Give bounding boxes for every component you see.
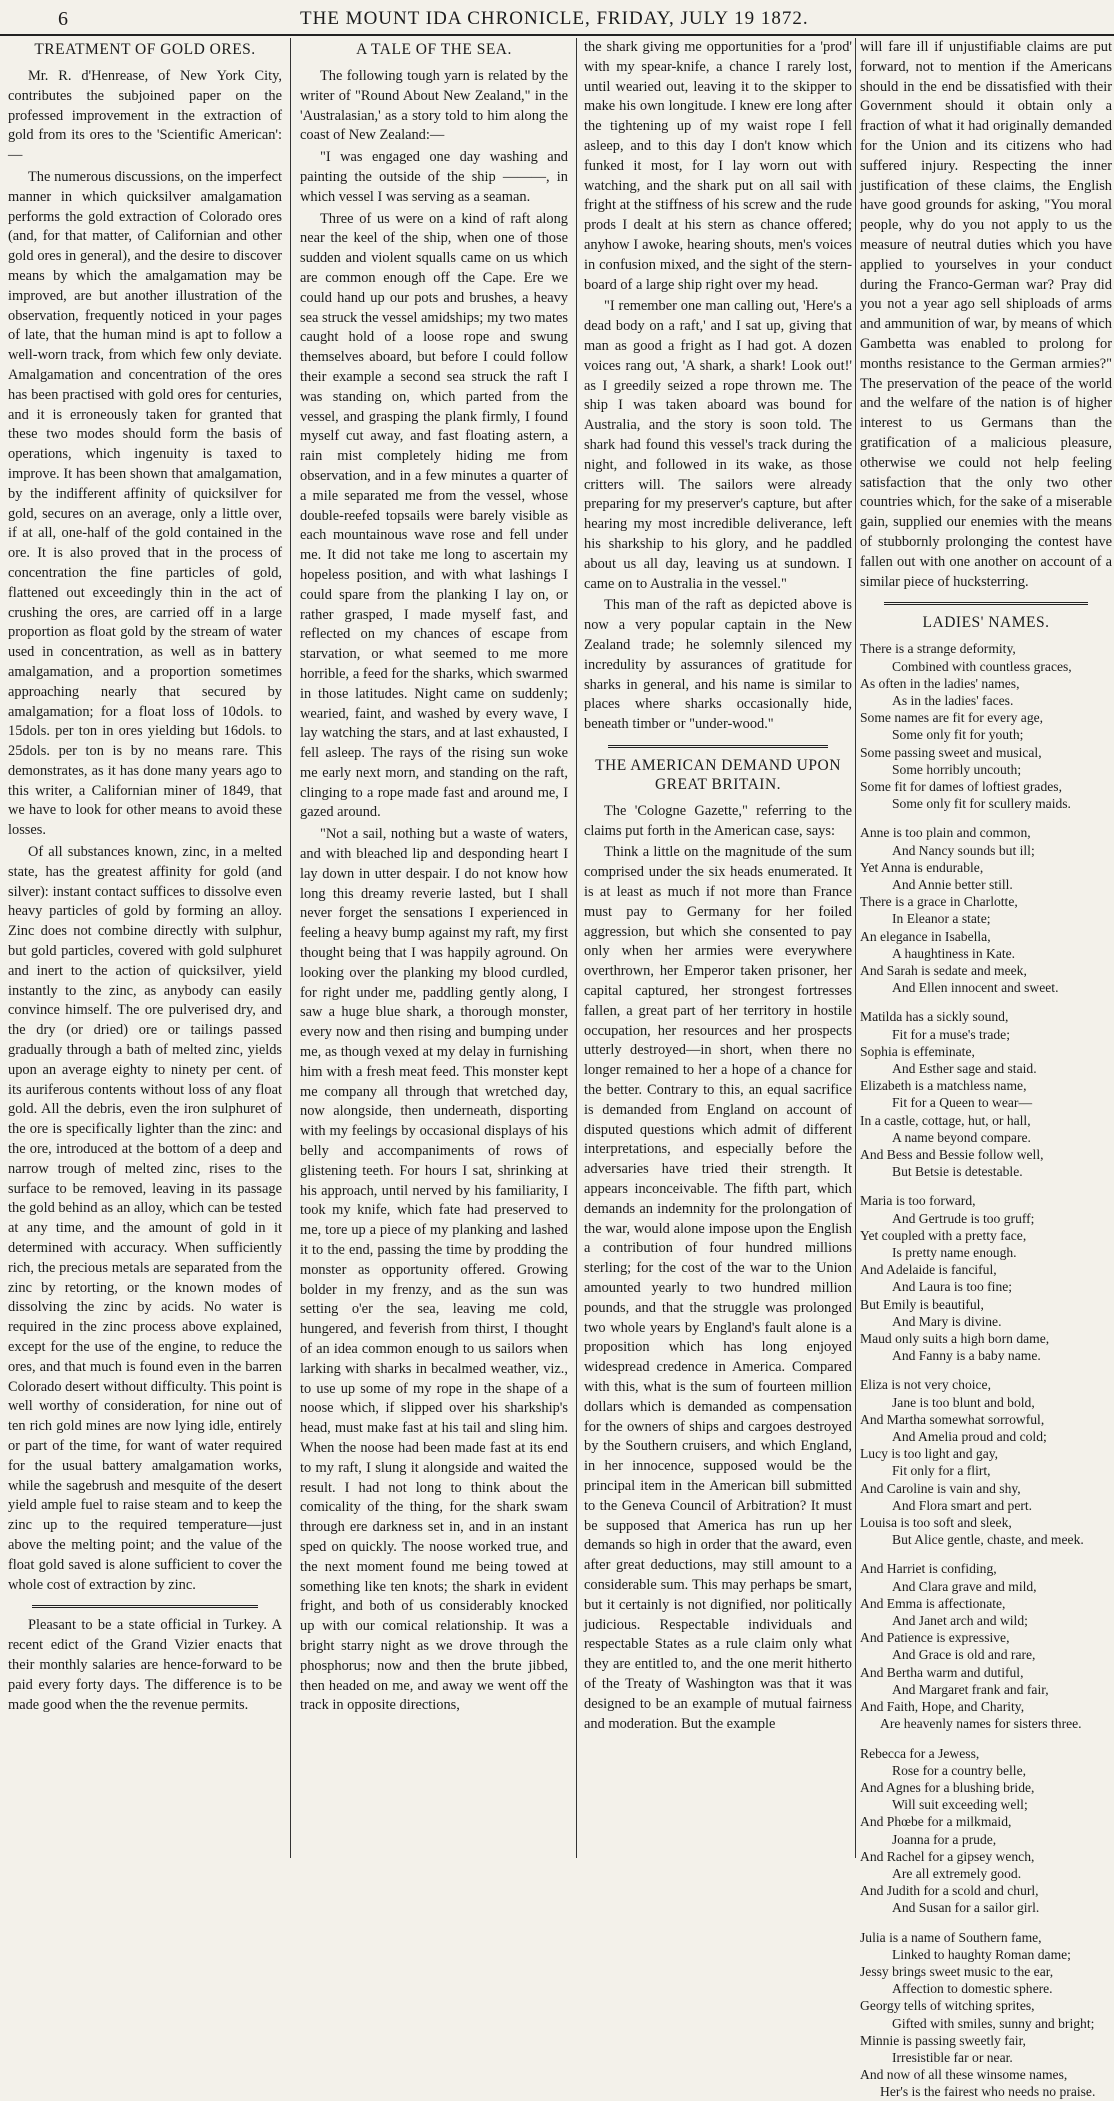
poem-line: Are all extremely good. (892, 1865, 1022, 1881)
poem-stanza (860, 1192, 1112, 1364)
column-1 (8, 38, 282, 1858)
poem-line: Joanna for a prude, (892, 1831, 997, 1847)
poem-line: Rebecca for a Jewess, (860, 1745, 980, 1761)
article-paragraph: The 'Cologne Gazette," referring to the claims put forth in the American case, says: (584, 802, 852, 839)
poem-line: And Sarah is sedate and meek, (860, 962, 1027, 978)
poem-line: Some only fit for scullery maids. (892, 796, 1071, 812)
article-paragraph: Three of us were on a kind of raft along near the keel of the ship, when one of those sudden and violent squalls came on us which are common enough off the Cape. Ere we could hand up our pots and brushes, a heavy sea struck the vessel amidships; my two mates caught hold of a loose rope and swung themselves aboard, but before I could follow their example a second sea struck the raft I was standing on, which parted from the vessel, and grasping the plank firmly, I found myself cut away, and fast floating astern, a rain mist completely hiding me from observation, and in a few minutes a quarter of a mile separated me from the vessel, whose double-reefed topsails were barely visible as each mountainous wave rose and fell under me. It did not take me long to ascertain my hopeless position, and with what lashings I could spare from the planking I lay on, or rather grasped, I made myself fast, and reflected on my chances of escape from starvation, or what seemed to me more horrible, a feed for the sharks, which swarmed in those latitudes. Night came on suddenly; wearied, faint, and washed by every wave, I lay watching the stars, and at last exhausted, I fell asleep. The rays of the rising sun woke me early next morn, and standing on the raft, clinging to a rope made fast and around me, I gazed around. (300, 210, 568, 821)
column-2 (300, 38, 568, 1858)
article-separator (608, 745, 828, 748)
poem-line: And Flora smart and pert. (892, 1497, 1033, 1513)
poem-line: And Janet arch and wild; (892, 1613, 1028, 1629)
poem-line: Matilda has a sickly sound, (860, 1009, 1009, 1025)
article-separator (884, 602, 1088, 605)
poem-line: And Faith, Hope, and Charity, (860, 1699, 1025, 1715)
article-separator (32, 1605, 258, 1608)
poem-line: Gifted with smiles, sunny and bright; (892, 2015, 1095, 2031)
article-paragraph: Of all substances known, zinc, in a melted state, has the greatest affinity for gold (and silver): instant contact suffices to dissolve even heavy particles of gold by forming an alloy. Zinc does not combine directly with sulphur, but gold particles, covered with gold sulphuret and inert to the action of quicksilver, yield instantly to the zinc, as anybody can easily convince himself. The ore pulverised dry, and the dry (or dried) ore or tailings passed gradually through a bath of melted zinc, yields upon an average eighty to ninety per cent. of its auriferous contents without loss of any float gold. All the debris, even the iron sulphuret of the ore is specifically lighter than the zinc: and the ore, introduced at the bottom of a deep and narrow trough of melted zinc, rises to the surface to be removed, leaving in its passage the gold behind as an alloy, which can be tested at any time, and the amount of gold in it determined with accuracy. When sufficiently rich, the precious metals are separated from the zinc by retorting, or the known modes of dissolving the zinc by acids. No water is required in the zinc process above explained, except for the use of the engine, to reduce the ores, and that much is found even in the barren Colorado desert without difficulty. This point is well worthy of consideration, for nine out of ten rich gold mines are now lying idle, entirely or part of the time, for want of water required for the usual battery amalgamation works, while the sagebrush and mesquite of the desert yield ample fuel to raise steam and to keep the zinc up to the required temperature—just above the melting point; and the value of the float gold saved is alone sufficient to cover the whole cost of extraction by zinc. (8, 844, 283, 1593)
poem-line: And Caroline is vain and shy, (860, 1480, 1021, 1496)
poem-line: Fit for a muse's trade; (892, 1026, 1010, 1042)
poem-line: A name beyond compare. (892, 1129, 1031, 1145)
poem-line: And Phœbe for a milkmaid, (860, 1814, 1012, 1830)
poem-line: And Rachel for a gipsey wench, (860, 1848, 1035, 1864)
article-paragraph: "I remember one man calling out, 'Here's a dead body on a raft,' and I sat up, giving that man as good a fright as I had got. A dozen voices rang out, 'A shark, a shark! Look out!' as I greedily seized a rope thrown me. The ship I was taken aboard was bound for Australia, and the story is soon told. The shark had found this vessel's track during the night, and followed in its wake, as those critters will. The sailors were already preparing for my preserver's capture, but after hearing my most incredible deliverance, left his sharkship to his glory, and he paddled about us all day, leaving us at sundown. I came on to Australia in the vessel." (584, 298, 852, 592)
poem-line: Lucy is too light and gay, (860, 1446, 999, 1462)
poem-line: Jessy brings sweet music to the ear, (860, 1963, 1054, 1979)
poem-line: And Judith for a scold and churl, (860, 1883, 1039, 1899)
poem-title: LADIES' NAMES. (922, 614, 1050, 632)
poem-line: Are heavenly names for sisters three. (880, 1716, 1082, 1732)
poem-stanza (860, 1560, 1112, 1732)
article-paragraph: the shark giving me opportunities for a 'prod' with my spear-knife, a chance I rarely lost, until wearied out, leaving it to the skipper to make his own longitude. I knew ere long after the tightening up of my waist rope I fell asleep, and to this day I don't know which funked it most, for I lay worn out with watching, and the shark put on all sail with fright at the stiffness of his screw and the rude prods I dealt at his stern as chance offered; anyhow I awoke, hearing shouts, men's voices in confusion mixed, and the sight of the stern-board of a large ship right over my head. (584, 39, 852, 293)
poem-stanza (860, 1008, 1112, 1180)
poem-line: Some horribly uncouth; (892, 761, 1022, 777)
poem-line: And Gertrude is too gruff; (892, 1210, 1035, 1226)
poem-line: Some passing sweet and musical, (860, 744, 1042, 760)
column-rule (290, 38, 291, 1858)
poem-line: Maria is too forward, (860, 1193, 976, 1209)
poem-line: And Emma is affectionate, (860, 1595, 1006, 1611)
poem-line: Georgy tells of witching sprites, (860, 1998, 1035, 2014)
poem-line: There is a strange deformity, (860, 641, 1016, 657)
poem-line: But Alice gentle, chaste, and meek. (892, 1532, 1084, 1548)
poem-line: And Bess and Bessie follow well, (860, 1147, 1044, 1162)
poem-line: And Ellen innocent and sweet. (892, 980, 1059, 996)
column-3 (584, 38, 852, 1858)
poem-line: Is pretty name enough. (892, 1245, 1017, 1261)
poem-line: And Harriet is confiding, (860, 1561, 997, 1577)
poem-line: Maud only suits a high born dame, (860, 1331, 1050, 1347)
brief-paragraph-turkey: Pleasant to be a state official in Turkey. A recent edict of the Grand Vizier enacts that their monthly salaries are hence-forward to be paid every forty days. The difference is to be made good when the the revenue permits. (8, 1617, 282, 1713)
poem-line: In Eleanor a state; (892, 911, 991, 927)
poem-line: Sophia is effeminate, (860, 1043, 975, 1059)
poem-line: And Esther sage and staid. (892, 1060, 1037, 1076)
poem-stanza (860, 1376, 1112, 1548)
poem-line: And Amelia proud and cold; (892, 1429, 1047, 1445)
poem-line: Will suit exceeding well; (892, 1797, 1028, 1813)
poem-line: And Annie better still. (892, 876, 1013, 892)
poem-line: And Adelaide is fanciful, (860, 1262, 997, 1278)
poem-stanza (860, 640, 1112, 812)
poem-line: Fit only for a flirt, (892, 1463, 991, 1479)
article-paragraph: will fare ill if unjustifiable claims are put forward, not to mention if the Americans should in the end be dissatisfied with their Government should it obtain only a fraction of what it had originally demanded for the Union and its citizens who had suffered injury. Respecting the inner justification of these claims, the English have good grounds for asking, "You moral people, why do you not apply to us the measure of neutral duties which you have applied to yourselves in your conduct during the Franco-German war? Pray did you not a year ago sell shiploads of arms and ammunition of war, by means of which Gambetta was enabled to prolong for months resistance to the German armies?" The preservation of the peace of the world and the welfare of the nation is of higher interest to us Germans than the gratification of a malicious pleasure, otherwise we could not help feeling satisfaction that the only two other countries which, for the sake of a miserable gain, supplied our enemies with the means of stubbornly prolonging the contest have fallen out with one another on account of a similar piece of hucksterring. (860, 39, 1112, 590)
poem-line: Yet coupled with a pretty face, (860, 1227, 1027, 1243)
poem-line: And Fanny is a baby name. (892, 1348, 1041, 1364)
poem-line: Rose for a country belle, (892, 1762, 1027, 1778)
poem-line: Combined with countless graces, (892, 658, 1072, 674)
poem-line: And Nancy sounds but ill; (892, 842, 1035, 858)
poem-line: An elegance in Isabella, (860, 928, 991, 944)
article-paragraph: The following tough yarn is related by the writer of "Round About New Zealand," in the 'Australasian,' as a story told to him along the coast of New Zealand:— (300, 68, 568, 144)
poem-line: Irresistible far or near. (892, 2049, 1013, 2065)
poem-line: Louisa is too soft and sleek, (860, 1515, 1012, 1531)
poem-line: And now of all these winsome names, (860, 2067, 1068, 2083)
poem-line: And Susan for a sailor girl. (892, 1900, 1040, 1916)
article-paragraph: "I was engaged one day washing and painting the outside of the ship ———, in which vessel I was serving as a seaman. (300, 149, 568, 205)
poem-line: As in the ladies' faces. (892, 692, 1014, 708)
article-paragraph: Think a little on the magnitude of the sum comprised under the six heads enumerated. It is at least as much if not more than France must pay to Germany for her foiled aggression, but which she consented to pay only when her armies were everywhere overthrown, her Emperor taken prisoner, her capital captured, her strongest fortresses fallen, a great part of her territory in hostile occupation, her resources and her prospects utterly destroyed—in short, when there no longer remained to her a hope of a chance for the better. Contrary to this, an equal sacrifice is demanded from England on account of disputed questions which admit of different interpretations, and especially before the adversaries have tried their strength. It appears inconceivable. The fifth part, which demands an indemnity for the prolongation of the war, would alone impose upon the English a contribution of four hundred millions sterling; for the cost of the war to the Union amounted yearly to two hundred million pounds, and that the struggle was prolonged two whole years by England's fault alone is a proposition which has long enjoyed widespread credence in America. Compared with this, what is the sum of fourteen million dollars which is demanded as compensation for the owners of ships and cargoes destroyed by the Southern cruisers, and which England, in her innocence, supposed would be the principal item in the American bill submitted to the Geneva Council of Arbitration? It must be supposed that America has run up her demands so high in order that the award, even after great deductions, may still amount to a considerable sum. This may perhaps be smart, but it certainly is not dignified, nor politically judicious. Respectable individuals and respectable States as a rule claim only what they are entitled to, and the one merit hitherto of the Treaty of Washington was that it was designed to be an example of mutual fairness and moderation. But the example (584, 844, 852, 1732)
poem-line: And Margaret frank and fair, (892, 1681, 1049, 1697)
article-heading-tale-of-sea: A TALE OF THE SEA. (356, 41, 512, 58)
poem-stanza (860, 1929, 1112, 2101)
poem-line: And Clara grave and mild, (892, 1578, 1037, 1594)
article-paragraph: Mr. R. d'Henrease, of New York City, contributes the subjoined paper on the professed improvement in the extraction of gold from its ores to the 'Scientific American':— (8, 68, 282, 164)
article-paragraph: "Not a sail, nothing but a waste of waters, and with bleached lip and desponding heart I lay down in utter despair. I do not know how long this dreamy reverie lasted, but I shall never forget the sensations I experienced in feeling a heavy bump against my raft, my first thought being that I was happily aground. On looking over the planking my blood curdled, for right under me, paddling gently along, I saw a huge blue shark, a thorough monster, every now and then rising and bumping under me, as though vexed at my delay in furnishing him with a fresh meat feed. This monster kept me company all through that wretched day, now alongside, then underneath, disporting with my feelings by occasional displays of his belly and accompaniments of rows of glistening teeth. For hours I sat, shrinking at his approach, until nerved by his familiarity, I took my knife, which fate had preserved to me, tore up a piece of my planking and lashed it to the end, passing the time by prodding the monster as opportunity offered. Growing bolder in my frenzy, and as the sun was setting o'er the sea, leaving me cold, hungered, and feverish from thirst, I thought of an idea common enough to us sailors when larking with sharks in becalmed weather, viz., to use up some of my rope in the shape of a noose which, if slipped over his sharkship's head, must make fast at his tail and sling him. When the noose had been made fast at its end to my raft, I slung it alongside and waited the result. I had not long to think about the comicality of the thing, for the shark swam through ere darkness set in, and in an instant sped on quickly. The noose worked true, and the next moment found me being towed at something like ten knots; the shark in evident fright, and both of us considerably knocked up with our comical relationship. It was a bright starry night as we drove through the phosphorus; now and then the brute jibbed, then headed on me, and away we went off the track in opposite directions, (300, 826, 568, 1714)
poem-line: Her's is the fairest who needs no praise. (880, 2084, 1096, 2100)
poem-line: But Emily is beautiful, (860, 1296, 984, 1312)
poem-line: There is a grace in Charlotte, (860, 894, 1018, 910)
article-heading-american-demand: THE AMERICAN DEMAND UPON GREAT BRITAIN. (595, 756, 841, 793)
poem-line: And Laura is too fine; (892, 1279, 1013, 1295)
poem-line: Jane is too blunt and bold, (892, 1394, 1035, 1410)
poem-line: And Grace is old and rare, (892, 1647, 1036, 1663)
poem-line: In a castle, cottage, hut, or hall, (860, 1112, 1031, 1128)
poem-line: But Betsie is detestable. (892, 1164, 1023, 1180)
poem-line: Affection to domestic sphere. (892, 1981, 1053, 1997)
page-number: 6 (58, 8, 68, 30)
poem-line: And Patience is expressive, (860, 1630, 1010, 1646)
poem-line: Linked to haughty Roman dame; (892, 1946, 1071, 1962)
newspaper-title: THE MOUNT IDA CHRONICLE, FRIDAY, JULY 19 1872. (300, 8, 809, 29)
masthead (0, 0, 1114, 36)
poem-line: And Bertha warm and dutiful, (860, 1664, 1024, 1680)
poem-line: And Agnes for a blushing bride, (860, 1779, 1035, 1795)
poem-line: Anne is too plain and common, (860, 825, 1031, 841)
poem-line: Julia is a name of Southern fame, (860, 1929, 1042, 1945)
poem-line: Elizabeth is a matchless name, (860, 1078, 1027, 1094)
poem-line: And Martha somewhat sorrowful, (860, 1411, 1045, 1427)
article-paragraph: This man of the raft as depicted above is now a very popular captain in the New Zealand trade; he solemnly silenced my incredulity by assurances of gratitude for sharks in general, and his name is similar to places where sharks occasionally hide, beneath timber or "under-wood." (584, 597, 852, 733)
column-rule (855, 38, 856, 1858)
poem-line: Eliza is not very choice, (860, 1377, 991, 1393)
poem-line: Some fit for dames of loftiest grades, (860, 778, 1062, 794)
column-4 (860, 38, 1112, 2100)
poem-line: And Mary is divine. (892, 1313, 1002, 1329)
column-rule (576, 38, 577, 1858)
poem-ladies-names (860, 640, 1112, 2100)
article-paragraph: The numerous discussions, on the imperfect manner in which quicksilver amalgamation performs the gold extraction of Colorado ores (and, for that matter, of Californian and other gold ores in general), and the desire to discover means by which the amalgamation may be improved, are but another illustration of the observation, frequently noticed in your pages of late, that the human mind is apt to follow a well-worn track, from which few only deviate. Amalgamation and concentration of the ores has been practised with gold ores for centuries, and it is erroneously taken for granted that these two modes should form the basis of operations, which ingenuity is taxed to improve. It has been shown that amalgamation, by the indifferent affinity of quicksilver for gold, secures on an average, only a little over, if at all, one-half of the gold contained in the ore. It is also proved that in the process of concentration the fine particles of gold, flattened out exceedingly thin in the act of crushing the ores, are carried off in a large proportion as float gold by the stream of water used in concentration, as well as in battery amalgamation, and a proportion sometimes approaching nearly that secured by amalgamation; for a float loss of 10dols. to 15dols. per ton in ores yielding but 16dols. to 25dols. per ton is by no means rare. This demonstrates, as it has done many years ago to this writer, a Californian miner of 1849, that we have to look for other means to avoid these losses. (8, 168, 282, 839)
poem-line: A haughtiness in Kate. (892, 945, 1016, 961)
poem-stanza (860, 824, 1112, 996)
poem-stanza (860, 1745, 1112, 1917)
poem-line: Yet Anna is endurable, (860, 859, 984, 875)
poem-line: Minnie is passing sweetly fair, (860, 2032, 1026, 2048)
poem-line: Some names are fit for every age, (860, 710, 1044, 726)
poem-line: Fit for a Queen to wear— (892, 1095, 1033, 1111)
poem-line: As often in the ladies' names, (860, 675, 1020, 691)
poem-line: Some only fit for youth; (892, 727, 1024, 743)
article-heading-gold-ores: TREATMENT OF GOLD ORES. (34, 41, 256, 58)
